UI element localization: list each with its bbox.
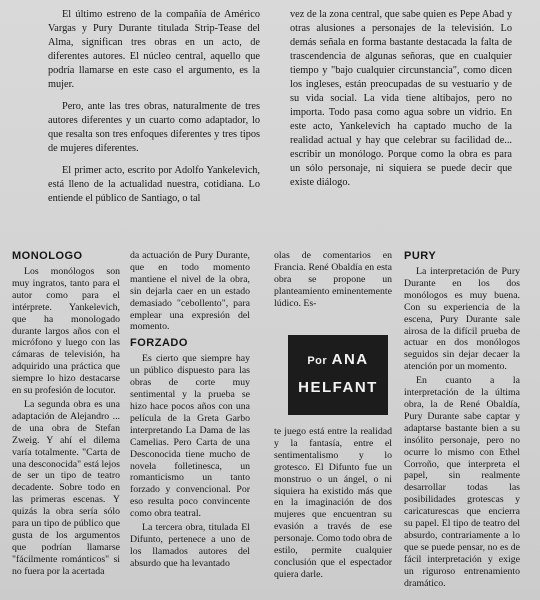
body-paragraph: La tercera obra, titulada El Difunto, pertenece a uno de los llamados autores del absurdo que ha levantado [130, 522, 250, 569]
intro-column-left [48, 8, 260, 214]
body-paragraph: da actuación de Pury Durante, que en todo momento mantiene el nivel de la obra, sin dejarla caer en un estado demasiado "cebollento", para emplear una expresión del momento. [130, 250, 250, 333]
author-byline-box [288, 335, 388, 415]
author-last-name: HELFANT [298, 379, 378, 396]
body-paragraph: te juego está entre la realidad y la fantasía, entre el sentimentalismo y lo grotesco. El Difunto fue un monstruo o un ángel, o ni siquiera ha existido más que en la imaginación de dos mujeres que encuentran su evasión a través de ese personaje. Como todo obra de estilo, permite cualquier conclusión que el espectador quiera darle. [274, 426, 392, 580]
body-paragraph: Es cierto que siempre hay un público dispuesto para las obras de corte muy sentimental y la prueba se hizo hace pocos años con una película de la Greta Garbo interpretando La Dama de las Camelias. Pero Carta de una Desconocida tiene mucho de novela folletinesca, un romanticismo un tanto forzado y convencional. Por eso resulta poco convincente como obra teatral. [130, 353, 250, 520]
body-paragraph: La segunda obra es una adaptación de Alejandro ... de una obra de Stefan Zweig. Y ahí el dilema varía totalmente. "Carta de una desconocida" está lejos de ser un tipo de teatro decadente. Sobre todo en las primeras escenas. Y quizás la obra sería sólo para un tipo de público que gusta de los argumentos que podrían llamarse "fácilmente románticos" si no fuera por la acertada [12, 398, 120, 577]
intro-column-right [290, 8, 512, 198]
monologo-column [12, 250, 120, 580]
body-paragraph: olas de comentarios en Francia. René Obaldía en esta obra se propone un planteamiento eminentemente lúdico. Es- [274, 250, 392, 309]
third-column [274, 250, 392, 312]
intro-paragraph: El primer acto, escrito por Adolfo Yankelevich, está lleno de la actualidad nuestra, cotidiana. Lo entiende el público de Santiago, o tal [48, 165, 260, 204]
intro-paragraph: El último estreno de la compañía de Américo Vargas y Pury Durante titulada Strip-Tease del Alma, significan tres obras en un acto, de diferentes autores. El núcleo central, aquello que podría llamarse en este caso el argumento, es la mujer. [48, 9, 260, 90]
section-heading-forzado: FORZADO [130, 337, 188, 350]
section-heading-monologo: MONOLOGO [12, 250, 83, 262]
byline-prefix: Por [307, 355, 328, 367]
pury-column [404, 250, 520, 591]
intro-paragraph: Pero, ante las tres obras, naturalmente de tres autores diferentes y un cuarto como adaptador, lo que resalta son tres enfoques diferentes y tres tipos de mujeres diferentes. [48, 101, 260, 154]
body-paragraph: Los monólogos son muy ingratos, tanto para el autor como para el intérprete. Yankelevich, que ha monologado durante largos años con el micrófono y luego con las cámaras de televisión, ha adquirido una práctica que siempre lo hizo destacarse en su profesión de locutor. [12, 266, 120, 397]
body-paragraph: La interpretación de Pury Durante en los dos monólogos es muy buena. Con su experiencia de la escena, Pury Durante sale airosa de la difícil prueba de actuar en dos monólogos seguidos sin dejar decaer la atención por un momento. [404, 266, 520, 373]
body-paragraph: En cuanto a la interpretación de la última obra, la de René Obaldía, Pury Durante sabe captar y adaptarse bastante bien a su insólito personaje, pero no ocurre lo mismo con Ethel Corroño, que interpreta el papel, sin realmente desarrollar todas las posibilidades grotescas y caricaturescas que encierra su papel. El tipo de teatro del absurdo, contrariamente a lo que se puede pensar, no es de fácil interpretación y exige un riguroso entrenamiento dramático. [404, 375, 520, 589]
forzado-column [130, 250, 250, 572]
third-column-bottom [274, 426, 392, 583]
section-heading-pury: PURY [404, 250, 437, 262]
author-first-name: ANA [331, 351, 369, 368]
intro-paragraph: vez de la zona central, que sabe quien es Pepe Abad y otras alusiones a personajes de la televisión. Lo demás señala en forma bastante destacada la falta de trascendencia de algunas señoras, que en cualquier tiempo y "bajo cualquier circunstancia", como dicen los ingleses, están preocupadas de su vestuario y de su vida social. La vida tiene altibajos, pero no importa. Todo pasa como agua sobre un vidrio. En este acto, Yankelevich ha captado mucho de la realidad actual y hay que celebrar su facilidad de... escribir un monólogo. Porque como la obra es para un sólo personaje, ni siquiera se puede decir que existe diálogo. [290, 9, 512, 188]
